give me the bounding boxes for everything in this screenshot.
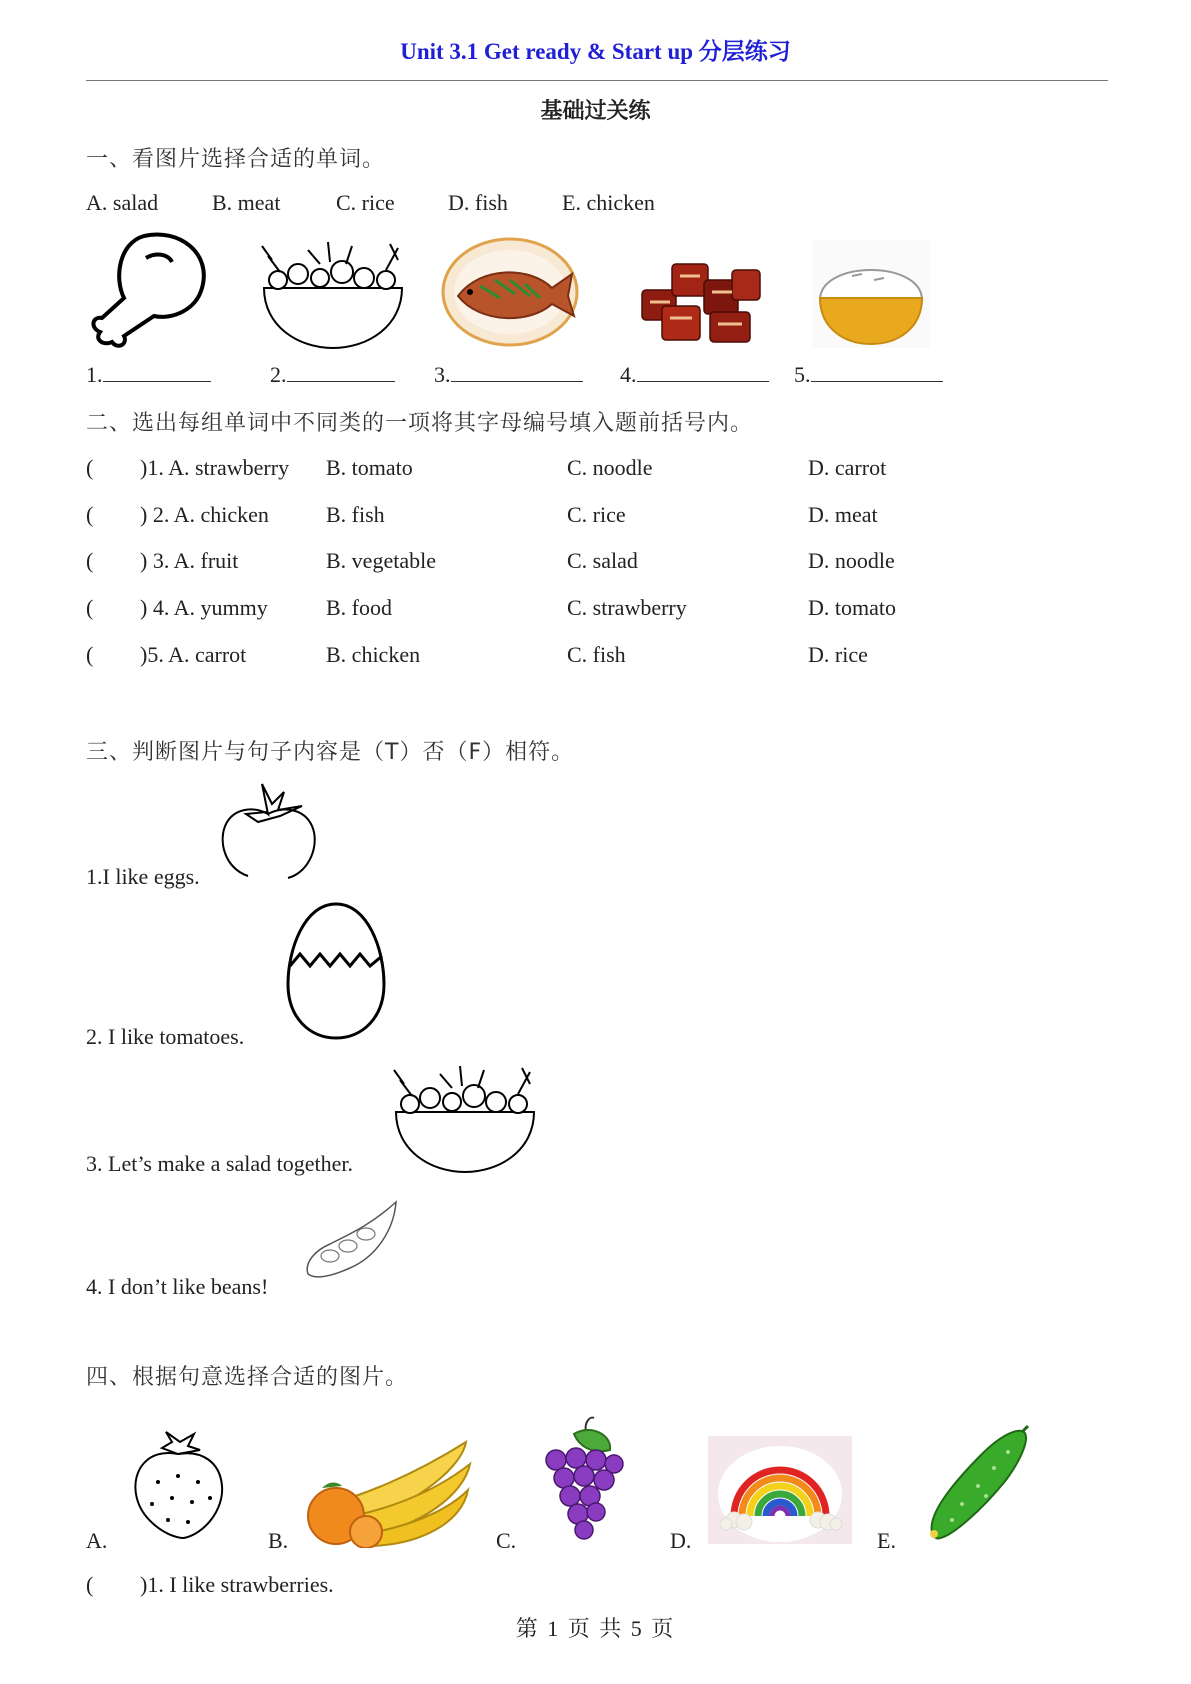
- picture-label-a: A.: [86, 1528, 108, 1553]
- choice-d: D. rice: [808, 642, 868, 667]
- answer-paren[interactable]: (: [86, 642, 94, 667]
- choice-d: D. noodle: [808, 548, 895, 573]
- blank-4[interactable]: [620, 362, 769, 388]
- blank-number: 4.: [620, 362, 637, 387]
- section3-heading: 三、判断图片与句子内容是（T）否（F）相符。: [86, 740, 575, 765]
- rainbow-plate-icon: [708, 1436, 852, 1544]
- salad-bowl-icon: [390, 1060, 540, 1174]
- choice-c: C. noodle: [567, 455, 653, 480]
- picture-label-c: C.: [496, 1528, 517, 1553]
- bananas-orange-icon: [302, 1436, 472, 1548]
- option-a: A. salad: [86, 190, 159, 215]
- egg-icon: [284, 900, 388, 1042]
- choice-c: C. strawberry: [567, 595, 687, 620]
- choice-c: C. rice: [567, 502, 626, 527]
- strawberry-icon: [128, 1430, 228, 1542]
- blank-number: 1.: [86, 362, 103, 387]
- blank-5[interactable]: [794, 362, 943, 388]
- choice-d: D. tomato: [808, 595, 896, 620]
- tf-sentence-4: 4. I don’t like beans!: [86, 1274, 269, 1299]
- fish-dish-icon: [440, 236, 580, 348]
- page-header-title: Unit 3.1 Get ready & Start up 分层练习: [400, 39, 791, 64]
- choice-a: ) 4. A. yummy: [140, 595, 268, 620]
- picture-label-d: D.: [670, 1528, 692, 1553]
- blank-number: 2.: [270, 362, 287, 387]
- salad-bowl-icon: [258, 236, 408, 350]
- blank-2[interactable]: [270, 362, 395, 388]
- blank-number: 3.: [434, 362, 451, 387]
- picture-question-text: )1. I like strawberries.: [140, 1572, 334, 1597]
- section4-heading: 四、根据句意选择合适的图片。: [86, 1365, 409, 1390]
- rice-bowl-icon: [812, 240, 930, 348]
- choice-b: B. tomato: [326, 455, 413, 480]
- tf-sentence-2: 2. I like tomatoes.: [86, 1024, 245, 1049]
- section2-heading: 二、选出每组单词中不同类的一项将其字母编号填入题前括号内。: [86, 411, 754, 436]
- cucumber-icon: [922, 1424, 1034, 1544]
- choice-c: C. fish: [567, 642, 626, 667]
- blank-number: 5.: [794, 362, 811, 387]
- option-e: E. chicken: [562, 190, 655, 215]
- answer-paren[interactable]: (: [86, 455, 94, 480]
- tf-sentence-1: 1.I like eggs.: [86, 864, 200, 889]
- option-b: B. meat: [212, 190, 281, 215]
- choice-c: C. salad: [567, 548, 638, 573]
- choice-b: B. vegetable: [326, 548, 436, 573]
- choice-a: )1. A. strawberry: [140, 455, 290, 480]
- choice-b: B. chicken: [326, 642, 421, 667]
- braised-pork-icon: [636, 250, 764, 348]
- chicken-leg-icon: [84, 228, 214, 348]
- choice-a: ) 3. A. fruit: [140, 548, 239, 573]
- choice-a: )5. A. carrot: [140, 642, 247, 667]
- picture-label-b: B.: [268, 1528, 289, 1553]
- choice-a: ) 2. A. chicken: [140, 502, 269, 527]
- answer-paren[interactable]: (: [86, 595, 94, 620]
- blank-1[interactable]: [86, 362, 211, 388]
- choice-b: B. fish: [326, 502, 385, 527]
- option-d: D. fish: [448, 190, 508, 215]
- choice-d: D. meat: [808, 502, 878, 527]
- tomato-icon: [218, 780, 318, 886]
- grapes-icon: [534, 1414, 634, 1544]
- answer-paren[interactable]: (: [86, 1572, 94, 1597]
- answer-paren[interactable]: (: [86, 502, 94, 527]
- blank-3[interactable]: [434, 362, 583, 388]
- choice-d: D. carrot: [808, 455, 887, 480]
- header-divider: [86, 80, 1108, 81]
- option-c: C. rice: [336, 190, 395, 215]
- bean-pod-icon: [302, 1198, 402, 1282]
- picture-label-e: E.: [877, 1528, 896, 1553]
- tf-sentence-3: 3. Let’s make a salad together.: [86, 1151, 353, 1176]
- section-level-title: 基础过关练: [540, 99, 651, 124]
- choice-b: B. food: [326, 595, 392, 620]
- section1-heading: 一、看图片选择合适的单词。: [86, 147, 386, 172]
- answer-paren[interactable]: (: [86, 548, 94, 573]
- page-number: 第 1 页 共 5 页: [515, 1616, 676, 1641]
